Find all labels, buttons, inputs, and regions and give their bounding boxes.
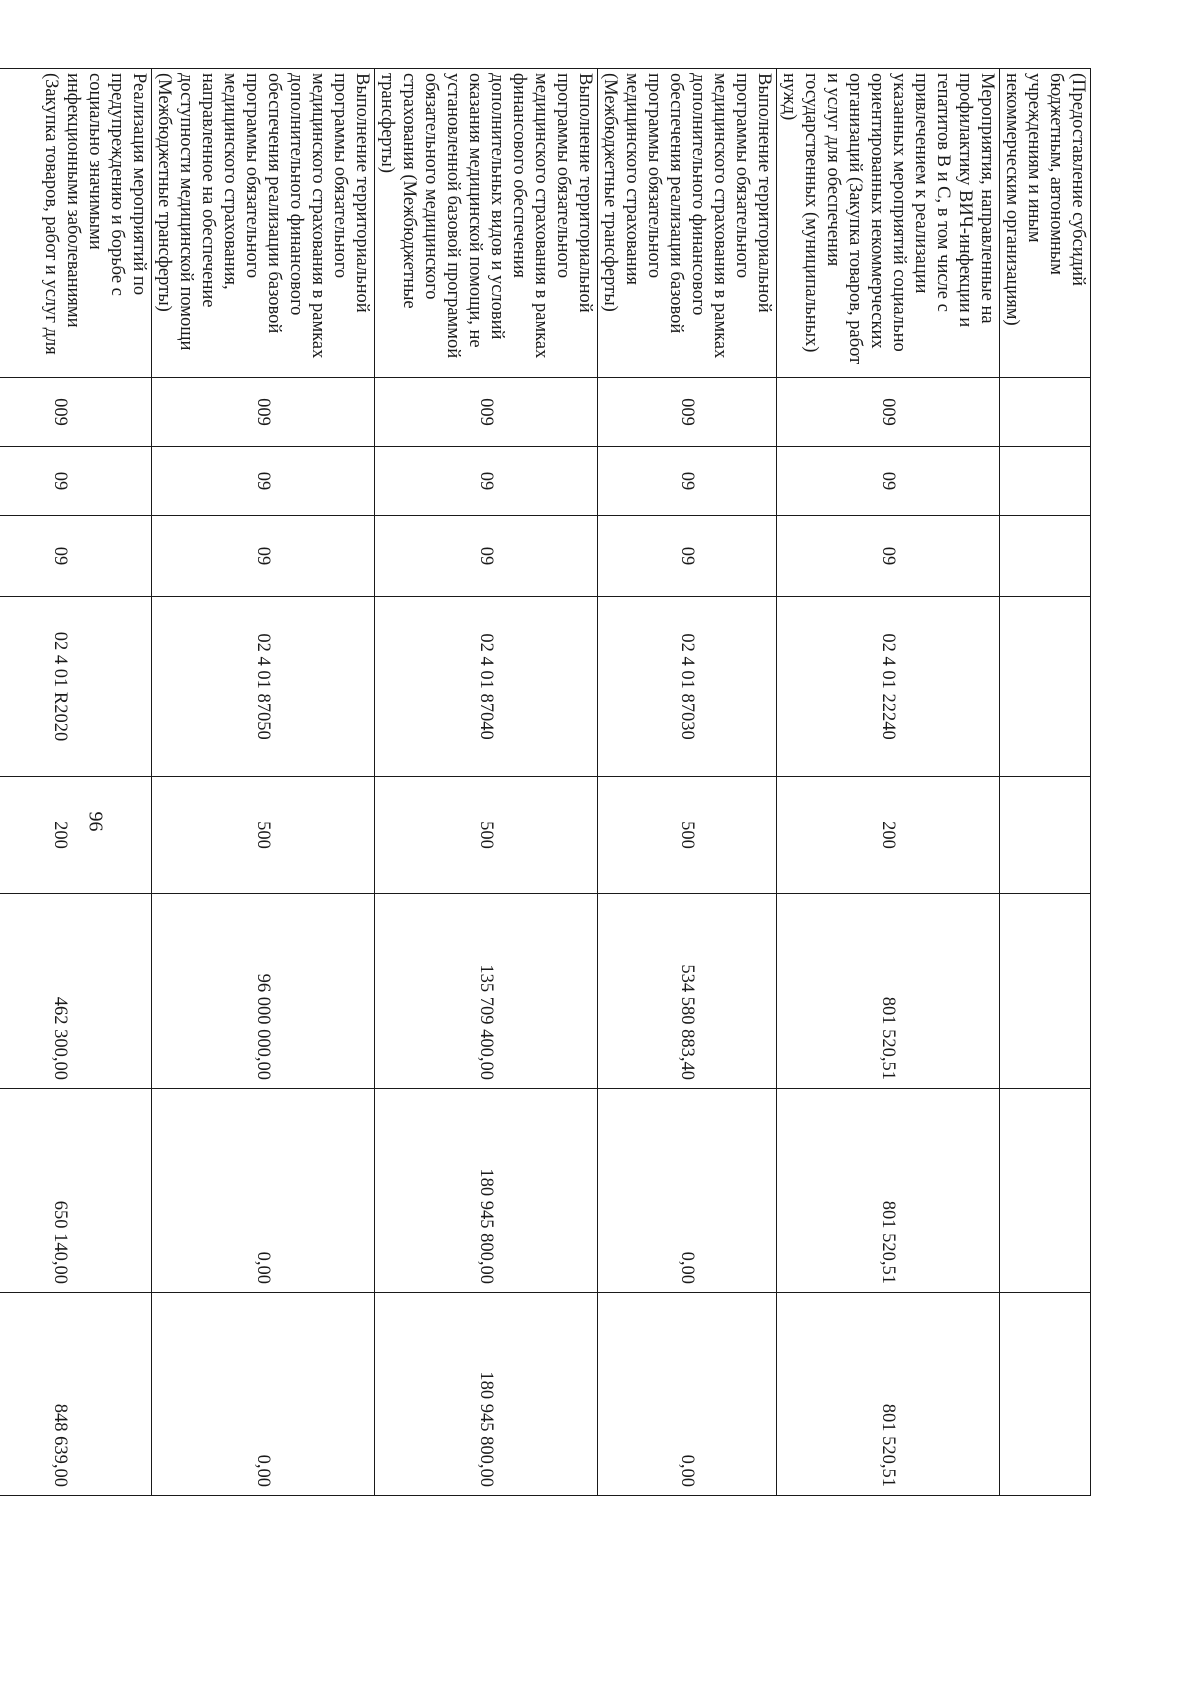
expense-type-code: 200: [777, 777, 1000, 894]
target-article-code: 02 4 01 87030: [598, 597, 777, 777]
admin-code: 009: [152, 378, 375, 447]
admin-code: 009: [777, 378, 1000, 447]
row-description: Реализация мероприятий по предупреждению и борьбе с социально значимыми инфекционными заболеваниями (Закупка товаров, работ и услуг для: [0, 69, 152, 378]
amount-year-3: 0,00: [598, 1293, 777, 1496]
subsection-code: [1000, 516, 1091, 597]
page-number: 96: [84, 811, 107, 832]
amount-year-1: [1000, 894, 1091, 1089]
amount-year-3: 0,00: [152, 1293, 375, 1496]
budget-table: [0, 68, 1091, 1496]
expense-type-code: 500: [375, 777, 598, 894]
amount-year-3: 180 945 800,00: [375, 1293, 598, 1496]
section-code: 09: [152, 447, 375, 516]
amount-year-2: 0,00: [152, 1089, 375, 1293]
expense-type-code: [1000, 777, 1091, 894]
section-code: 09: [598, 447, 777, 516]
amount-year-3: 848 639,00: [0, 1293, 152, 1496]
section-code: 09: [375, 447, 598, 516]
admin-code: 009: [0, 378, 152, 447]
table-row: [598, 69, 777, 1496]
amount-year-2: 650 140,00: [0, 1089, 152, 1293]
amount-year-1: 96 000 000,00: [152, 894, 375, 1089]
expense-type-code: 200: [0, 777, 152, 894]
subsection-code: 09: [777, 516, 1000, 597]
subsection-code: 09: [0, 516, 152, 597]
amount-year-3: 801 520,51: [777, 1293, 1000, 1496]
amount-year-2: [1000, 1089, 1091, 1293]
amount-year-1: 135 709 400,00: [375, 894, 598, 1089]
amount-year-1: 534 580 883,40: [598, 894, 777, 1089]
amount-year-3: [1000, 1293, 1091, 1496]
section-code: [1000, 447, 1091, 516]
target-article-code: 02 4 01 R2020: [0, 597, 152, 777]
row-description: Выполнение территориальной программы обязательного медицинского страхования в рамках дополнительного финансового обеспечения реализации базовой программы обязательного медицинского страхования (Межбюджетные трансферты): [598, 69, 777, 378]
table-row: [152, 69, 375, 1496]
amount-year-2: 180 945 800,00: [375, 1089, 598, 1293]
expense-type-code: 500: [152, 777, 375, 894]
subsection-code: 09: [375, 516, 598, 597]
target-article-code: 02 4 01 22240: [777, 597, 1000, 777]
target-article-code: [1000, 597, 1091, 777]
admin-code: 009: [598, 378, 777, 447]
row-description: Выполнение территориальной программы обязательного медицинского страхования в рамках финансового обеспечения дополнительных видов и условий оказания медицинской помощи, не установленной базовой программой обязательного медицинского страхования (Межбюджетные трансферты): [375, 69, 598, 378]
row-description: Выполнение территориальной программы обязательного медицинского страхования в рамках дополнительного финансового обеспечения реализации базовой программы обязательного медицинского страхования, направленное на обеспечение доступности медицинской помощи (Межбюджетные трансферты): [152, 69, 375, 378]
subsection-code: 09: [598, 516, 777, 597]
table-row: [777, 69, 1000, 1496]
table-row: [375, 69, 598, 1496]
section-code: 09: [0, 447, 152, 516]
amount-year-2: 0,00: [598, 1089, 777, 1293]
row-description: (Предоставление субсидий бюджетным, автономным учреждениям и иным некоммерческим организациям): [1000, 69, 1091, 378]
section-code: 09: [777, 447, 1000, 516]
target-article-code: 02 4 01 87050: [152, 597, 375, 777]
admin-code: 009: [375, 378, 598, 447]
amount-year-1: 462 300,00: [0, 894, 152, 1089]
target-article-code: 02 4 01 87040: [375, 597, 598, 777]
amount-year-1: 801 520,51: [777, 894, 1000, 1089]
table-row: [1000, 69, 1091, 1496]
row-description: Мероприятия, направленные на профилактику ВИЧ-инфекции и гепатитов В и С, в том числе с привлечением к реализации указанных мероприятий социально ориентированных некоммерческих организаций (Закупка товаров, работ и услуг для обеспечения государственных (муниципальных) нужд): [777, 69, 1000, 378]
subsection-code: 09: [152, 516, 375, 597]
amount-year-2: 801 520,51: [777, 1089, 1000, 1293]
expense-type-code: 500: [598, 777, 777, 894]
rotated-table-sheet: [41, 68, 1091, 1495]
admin-code: [1000, 378, 1091, 447]
table-row: [0, 69, 152, 1496]
